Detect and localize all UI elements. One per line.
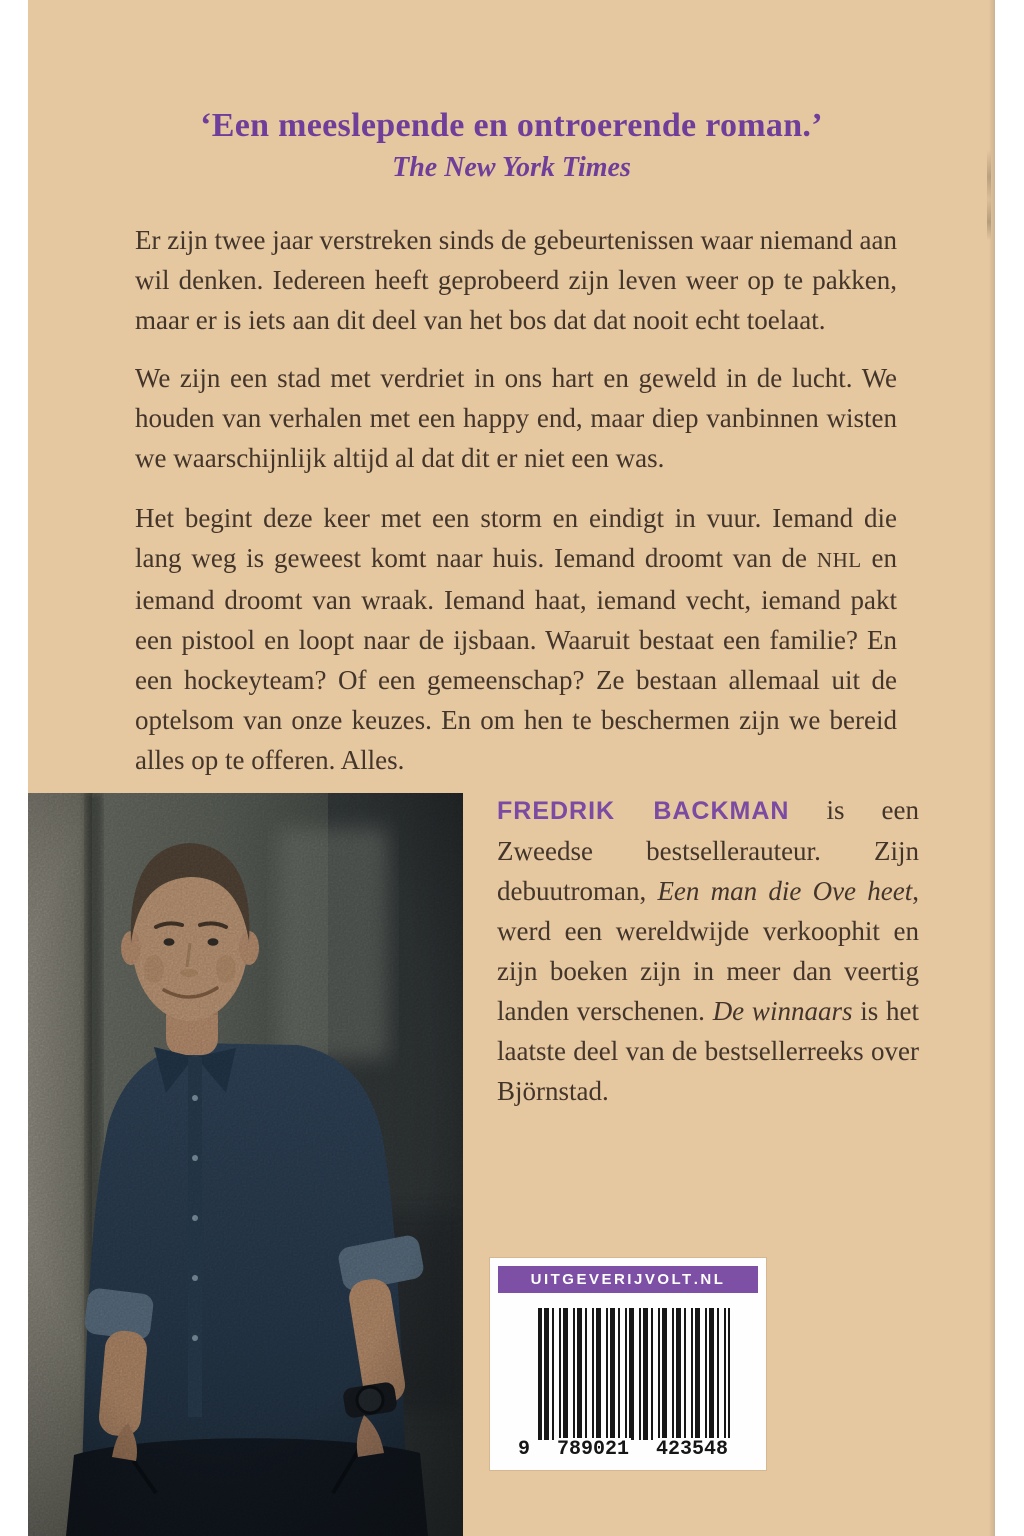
publisher-bar [498, 1266, 758, 1293]
barcode-digit-group-2: 423548 [655, 1438, 728, 1461]
publisher-name: UITGEVERIJ [530, 1271, 645, 1288]
author-portrait-photo [28, 793, 463, 1536]
barcode-digit-group-1: 789021 [556, 1438, 629, 1461]
synopsis-paragraph-2: We zijn een stad met verdriet in ons hart en geweld in de lucht. We houden van verhalen met een happy end, maar diep vanbinnen wisten we waarschijnlijk altijd al dat dit er niet een was. [135, 363, 897, 473]
barcode-bars [538, 1308, 730, 1440]
synopsis-p3-text-after: en iemand droomt van wraak. Iemand haat, iemand vecht, iemand pakt een pistool en loopt naar de ijsbaan. Waaruit bestaat een familie? En een hockeyteam? Of een gemeenschap? Ze bestaan allemaal uit de optelsom van onze keuzes. En om hen te beschermen zijn we bereid alles op te offeren. Alles. [135, 543, 897, 775]
publisher-brand: VOLT [644, 1271, 694, 1288]
synopsis-p3-text-before: Het begint deze keer met een storm en eindigt in vuur. Iemand die lang weg is geweest komt naar huis. Iemand droomt van de [135, 503, 897, 573]
author-name: FREDRIK BACKMAN [497, 797, 790, 825]
back-cover [28, 0, 995, 1536]
scan-edge-artifact [987, 150, 991, 240]
author-bio [497, 790, 919, 1111]
bio-text-3: is het laatste deel van de bestsellerreeks over Björnstad. [497, 996, 919, 1106]
praise-quote-block [28, 104, 995, 186]
praise-quote-source: The New York Times [392, 152, 631, 183]
publisher-domain-suffix: .NL [693, 1271, 726, 1288]
praise-quote: ‘Een meeslepende en ontroerende roman.’ [200, 107, 823, 144]
barcode-digit-lead: 9 [518, 1438, 531, 1461]
bio-debut-title: Een man die Ove heet [657, 876, 913, 906]
barcode-block [490, 1258, 766, 1470]
synopsis-paragraph-3 [135, 498, 897, 780]
bio-latest-title: De winnaars [712, 996, 853, 1026]
bio-text-2: , werd een wereldwijde verkoophit en zijn boeken zijn in meer dan veertig landen verschenen. [497, 876, 919, 1026]
nhl-abbreviation: NHL [816, 548, 862, 572]
bio-text-1: is een Zweedse bestsellerauteur. Zijn debuutroman, [497, 795, 919, 906]
barcode-number [516, 1438, 730, 1461]
synopsis-paragraph-1: Er zijn twee jaar verstreken sinds de gebeurtenissen waar niemand aan wil denken. Iedereen heeft geprobeerd zijn leven weer op te pakken, maar er is iets aan dit deel van het bos dat dat nooit echt toelaat. [135, 225, 897, 335]
